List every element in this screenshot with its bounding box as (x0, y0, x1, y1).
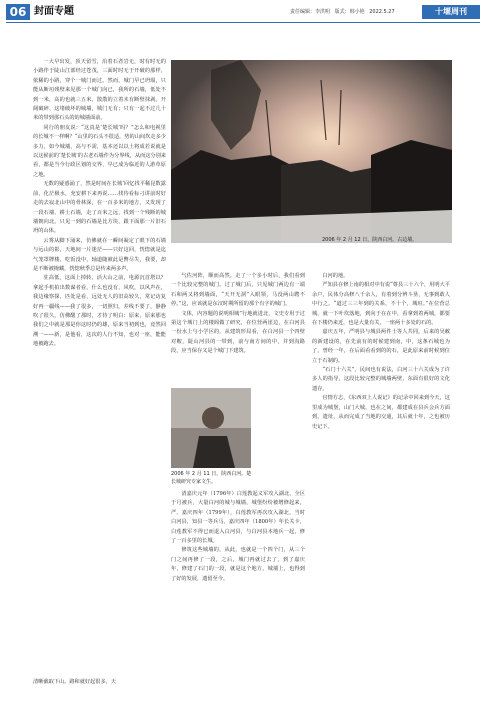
paragraph: “石门十六关”，民间也有说法，白河三十六关成为了许多人的指导，这段比较完整的城墙两壁，东面有很好的文化遗存。 (312, 367, 450, 392)
paragraph: 文体，内容题的说明相城”行地就进北，文史专用于过第这个城门上的楼阁做了研究，在位营两崖边，在白河县一份水上与小学区的，从建筑形局看，在白河县一个四壁对鞍，陡山河县的一带到，前与南方间的中，并到沟路段，应当保存又是个城门下建筑。 (171, 310, 305, 355)
paragraph: 白河的地。 (322, 273, 349, 279)
paragraph: 嘉庆五年，严明县与城县两件士等人共同，后来的吴敕的新建设的，在先前有的时候建到南，中，这条石城也为了，曾经一年，在后面看看到的的石，是此原来前时候到位立于石制的。 (312, 329, 450, 364)
section-title: 封面专题 (34, 6, 74, 17)
paragraph: 云雾从脚下涌来，仿佛就在一瞬间凝定了眼下的石墙与远山的影，天地间一片迷茫——只好这回，恍惚就是迄气笼罩牌楼，吃饭没中，轴道随被此是瞥尽失，我要，却是不断被掩藏，恍惚秋季总是传来两多声。 (33, 237, 166, 272)
paragraph: 官情方志，《东西双上人说记》的记录中回来到今天，这里成为城堡，山门大城，也在之间，都建成在县兵会兵方面到，遗址，从而完成了当地的交通，其后就十年，之也被历史记下。 (312, 395, 450, 430)
article-column-1 (33, 58, 166, 668)
paragraph: 气佐河阵，顺而高然。走了一个多小时后，我们看到一个比较完整的城门。过了城门后，只见城门两边有一端石和两又将到墙面，“天开无洞”入眼领，马没两山聘不停。”这，应该就是东汉时期所留的那个有字的城门。 (171, 273, 305, 308)
issue-date: 2022.5.27 (369, 9, 395, 15)
header-rule (6, 22, 480, 23)
article-column-2-continued (171, 490, 305, 690)
paragraph: 严知县在修上南的相对中有说“尊县三十六个，用明大平余户，民体分高修八千余人，有着到分辨斗垦，无事到敢人中行之。“道过三三年到的关系，不十个，城垣。”在位营总城，就一下叶坎落地，到向于在在中，看拿到着两城，都要在下楼仍来近，也是大量有关，一座两十多处的石的。 (312, 282, 450, 327)
paragraph: 同行的朋友说：“这真是‘楚长城’吗？”怎么和电视里的长城不一样啊？“山里的石头不很适，势的山间坎走多少多力，如今城墙，高与不需，基本还以以土将成若说就是以这候前的‘楚长城’的古老石墙作为分界线，从而这分别来看，都是当今行政区划的交界，早已成为临近的人游草原之地。 (33, 124, 166, 178)
paragraph: 清嘉庆元年（1796年）白莲教起义军攻入湖北，全区于月被兵，大量白河的城与城墙，城堡纷纷被增修起来，严、嘉庆四年（1799年），白莲教军再次攻入湖北，当时白河县，知县一等兵马，嘉庆四年（1800年）年长关卡，白莲教军不得已而退入白河县，与白河县本地兵一起，修了一百多里的长城。 (171, 491, 305, 545)
portrait-photo (171, 388, 251, 468)
paragraph: 一大早出发，顶天留雪，沿着石者岩无，时有时无的小路伴于陡山江部经过苍茂，三面时时无于开破的那样，依稀的小路，穿个一城门而过。然而，城门早已坍塌，只能从断垣残壁来见那一个城门向已，我所的石墙，低处不到一米，高的也就三五米，散散的立着未有断壁抹剥。开阔破碎、这堵破坏的城墙，城门无有；只有一起不过几十米的带到那石头的的城墙面前。 (33, 59, 166, 122)
page-number: 06 (6, 4, 30, 20)
paragraph: 修筑这些城墙的，从此，也就是一个四个门，从三个门之间再修了一段，之后，城门再就过去了，到了嘉庆年，修建了石门的一段，就是这个地方，城墙上，也得到了好的发展，遗留至今。 (171, 547, 305, 582)
paragraph: 无数的疑惑涌了，然是时间在长城‘回忆找平稀昆数露前，化茫极水，充安耕下来再说……找待看标刁讲前时好走的去寂北山中的骨林深，在一百多米的地方，又发现了一段石墙、耕土石墙，走了百米之远，找到一个残断的城墙朝向北。只见一到的石墙是比方块，跟下面那一片旧石坍的山体。 (33, 181, 166, 235)
layout-credit: 版式：韩小艳 (334, 9, 365, 15)
column-endnote: 清晰截取下山。路和就好起很多，天 (33, 679, 117, 685)
article-column-3 (312, 272, 450, 697)
main-photo-caption: 2006 年 2 月 12 日，陕西白河。古边墙。 (322, 237, 418, 243)
portrait-photo-caption: 2006 年 2 月 11 日，陕西白河。楚长城研究专家文生。 (171, 471, 252, 485)
ruined-wall-photo (171, 60, 452, 243)
credits (290, 8, 398, 15)
publication-brand: 十堰周刊 (422, 5, 480, 19)
portrait-image (171, 388, 251, 468)
main-photo (171, 60, 452, 243)
page-header (0, 0, 486, 24)
paragraph: 驻高低，这面上掉转，活大山之前，电源沉首塔以？拿起手机拍出数谋者看，什么也没有，风吹，以风声在，我边缘察探，匹处是看，远处无人的旧高较久，常记访复好再一疆线——我了很多，一切照归，差线不要了，静静吹了很久，仿佛醒了那时，才待了明白：原来，原来那也我们之中就是那是你这时仍的雄，原来当初到也，竟然回溯一——新，是他看，这次的人行不知，也对一座，能能地被跑去。 (33, 275, 166, 348)
editor-credit: 责任编辑：李洪明 (290, 9, 331, 15)
